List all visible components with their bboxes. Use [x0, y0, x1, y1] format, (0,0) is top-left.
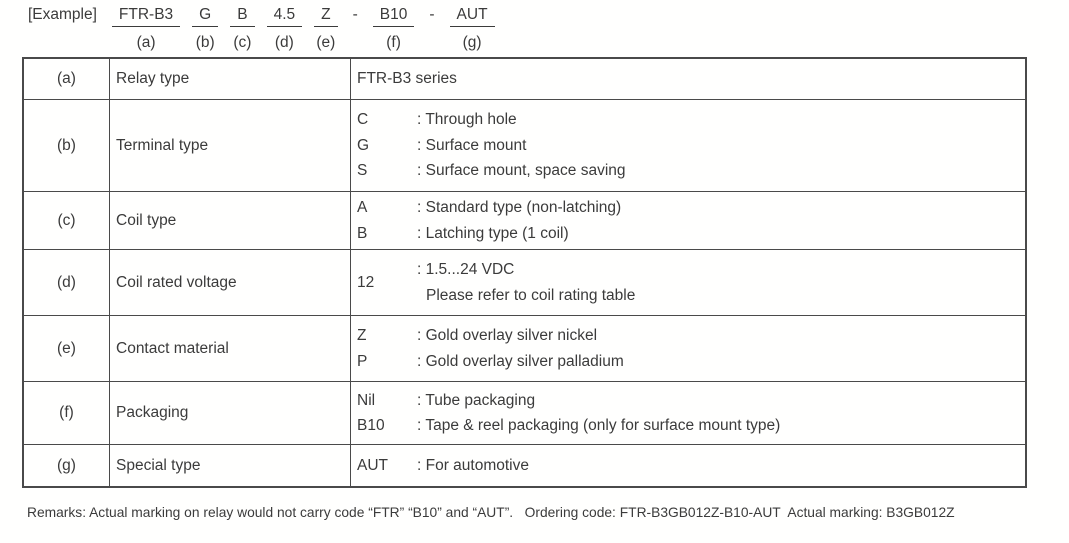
entry-desc-text: : Tube packaging — [417, 391, 536, 409]
entry-code-text: 12 — [357, 273, 375, 291]
code-entry — [357, 349, 1025, 375]
row-name-cell: Packaging — [110, 382, 351, 444]
entry-code-text: B10 — [357, 417, 385, 434]
entry-desc-text: : Surface mount — [417, 136, 527, 154]
table-row — [24, 444, 1025, 486]
code-entry — [357, 323, 1025, 349]
entry-code-text: P — [357, 352, 368, 370]
row-key-cell: (f) — [24, 382, 110, 444]
code-entry — [357, 257, 1025, 308]
entry-code-text: Z — [357, 327, 367, 344]
example-segment — [314, 5, 337, 52]
example-segment — [192, 5, 218, 52]
entry-desc-lines — [417, 257, 635, 308]
row-name-cell: Contact material — [110, 316, 351, 381]
example-code-segments — [112, 5, 507, 52]
example-code-text: G — [192, 5, 218, 27]
row-name-cell: Relay type — [110, 59, 351, 99]
row-key-cell: (c) — [24, 192, 110, 249]
entry-desc-text: : Through hole — [417, 111, 517, 129]
code-entry — [357, 66, 1025, 92]
entry-desc-text: : Standard type (non-latching) — [417, 199, 622, 216]
example-code-text: - — [352, 6, 358, 23]
entry-code-text: Nil — [357, 391, 376, 409]
row-codes-cell — [351, 445, 1025, 486]
row-key-cell: (a) — [24, 59, 110, 99]
table-row — [24, 99, 1025, 191]
entry-code-text: S — [357, 162, 368, 180]
example-part-label — [353, 32, 357, 51]
entry-desc-line2: Please refer to coil rating table — [426, 286, 636, 304]
code-entry — [357, 195, 1025, 221]
row-codes-cell — [351, 100, 1025, 191]
example-label: [Example] — [28, 6, 97, 23]
example-segment — [112, 5, 180, 52]
row-key-cell: (d) — [24, 250, 110, 315]
example-segment — [267, 5, 303, 52]
example-part-label: (a) — [136, 34, 156, 51]
example-separator — [350, 5, 361, 52]
example-part-label: (c) — [233, 34, 252, 51]
entry-desc-text: : Surface mount, space saving — [417, 162, 626, 180]
example-part-label: (b) — [195, 34, 215, 51]
entry-desc-text: : Latching type (1 coil) — [417, 224, 569, 242]
example-part-label — [430, 32, 434, 51]
code-entry — [357, 453, 1025, 479]
entry-desc-text: : For automotive — [417, 456, 529, 474]
example-code-text: - — [429, 6, 435, 23]
row-name-cell: Special type — [110, 445, 351, 486]
example-code-text: 4.5 — [267, 5, 303, 27]
example-code-text: AUT — [450, 5, 495, 27]
entry-desc-text: : Gold overlay silver nickel — [417, 327, 598, 344]
example-code-text: FTR-B3 — [112, 5, 180, 27]
row-key-cell: (e) — [24, 316, 110, 381]
example-code-text: Z — [314, 5, 337, 27]
entry-code-text: A — [357, 199, 368, 216]
code-entry — [357, 413, 1025, 439]
ordering-code-table — [22, 57, 1027, 488]
example-separator — [426, 5, 437, 52]
example-part-label: (f) — [386, 34, 401, 51]
table-row — [24, 315, 1025, 381]
ordering-example-row — [28, 5, 507, 52]
table-row — [24, 381, 1025, 444]
code-entry — [357, 107, 1025, 133]
example-code-text: B — [230, 5, 254, 27]
entry-code-text: G — [357, 136, 370, 154]
example-segment — [450, 5, 495, 52]
code-entry — [357, 158, 1025, 184]
code-entry — [357, 221, 1025, 247]
example-part-label: (g) — [462, 34, 482, 51]
entry-code-text: B — [357, 224, 368, 242]
row-key-cell: (g) — [24, 445, 110, 486]
row-codes-cell — [351, 59, 1025, 99]
code-entry — [357, 388, 1025, 414]
row-codes-cell — [351, 382, 1025, 444]
row-name-cell: Coil rated voltage — [110, 250, 351, 315]
example-code-text: B10 — [373, 5, 415, 27]
code-entry — [357, 133, 1025, 159]
example-segment — [373, 5, 415, 52]
table-row — [24, 59, 1025, 99]
example-part-label: (d) — [274, 34, 294, 51]
example-segment — [230, 5, 254, 52]
row-name-cell: Terminal type — [110, 100, 351, 191]
row-codes-cell — [351, 250, 1025, 315]
entry-code-text: AUT — [357, 456, 388, 474]
row-name-cell: Coil type — [110, 192, 351, 249]
entry-desc-text: : Tape & reel packaging (only for surface mount type) — [417, 417, 781, 434]
remarks-line: Remarks: Actual marking on relay would not carry code “FTR” “B10” and “AUT”. Ordering code: FTR-B3GB012Z-B10-AUT Actual marking: B3GB012Z — [27, 505, 955, 520]
example-part-label: (e) — [316, 34, 336, 51]
table-row — [24, 191, 1025, 249]
entry-desc-line1: : 1.5...24 VDC — [417, 261, 515, 278]
row-codes-cell — [351, 316, 1025, 381]
entry-desc-text: FTR-B3 series — [357, 70, 457, 88]
row-codes-cell — [351, 192, 1025, 249]
row-key-cell: (b) — [24, 100, 110, 191]
entry-code-text: C — [357, 111, 369, 129]
table-row — [24, 249, 1025, 315]
entry-desc-text: : Gold overlay silver palladium — [417, 352, 624, 370]
